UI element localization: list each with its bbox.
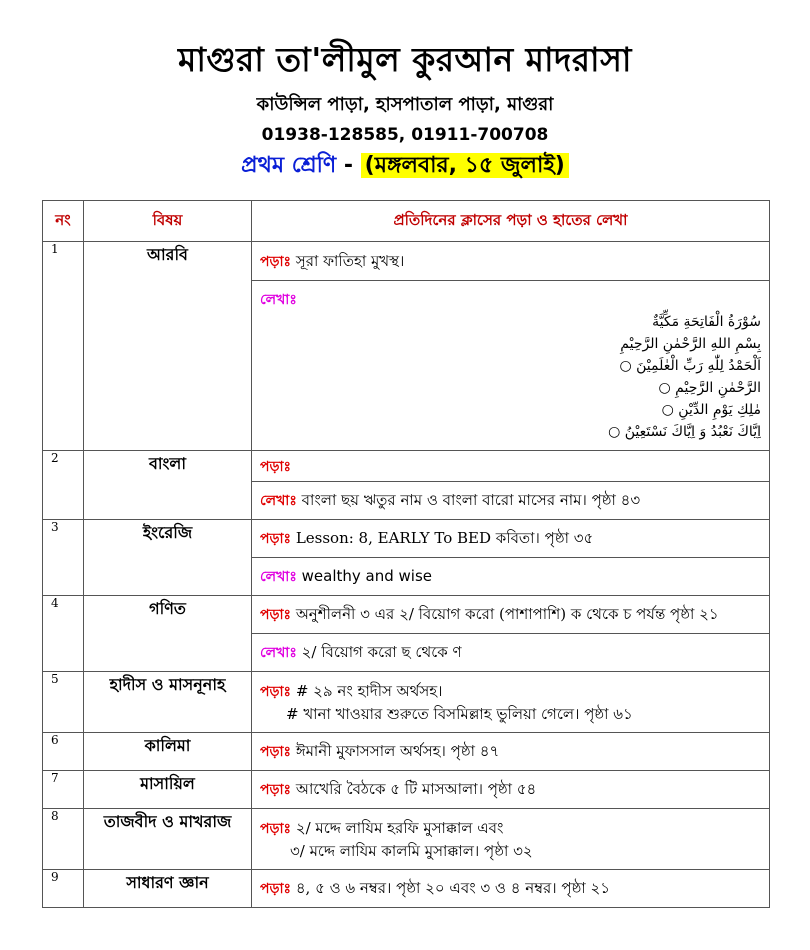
write-label: লেখাঃ — [260, 569, 297, 585]
read-cell — [252, 596, 770, 634]
read-label: পড়াঃ — [260, 744, 292, 760]
read-line: ৩/ মদ্দে লাযিম কালমি মুসাক্কাল। পৃষ্ঠা ৩২ — [290, 841, 533, 860]
read-text: ঈমানী মুফাসসাল অর্থসহ। পৃষ্ঠা ৪৭ — [295, 742, 500, 760]
table-header-row — [43, 201, 770, 242]
row-number: 9 — [43, 870, 84, 908]
subject-name: মাসায়িল — [84, 771, 252, 809]
arabic-line: بِسْمِ اللهِ الرَّحْمٰنِ الرَّحِيْمِ — [620, 336, 761, 352]
read-label: পড়াঃ — [260, 820, 292, 837]
subject-name: আরবি — [84, 242, 252, 451]
write-text: ২/ বিয়োগ করো ছ থেকে ণ — [301, 643, 462, 661]
write-cell — [252, 482, 770, 520]
document-header — [0, 38, 810, 180]
write-label: লেখাঃ — [260, 645, 297, 661]
row-number: 4 — [43, 596, 84, 672]
read-label: পড়াঃ — [260, 458, 292, 475]
read-label: পড়াঃ — [260, 531, 292, 547]
class-heading — [0, 152, 810, 180]
class-name: প্রথম শ্রেণি — [241, 153, 337, 178]
subject-name: কালিমা — [84, 733, 252, 771]
read-text: Lesson: 8, EARLY To BED কবিতা। পৃষ্ঠা ৩৫ — [295, 529, 594, 547]
read-cell — [252, 733, 770, 771]
table-row — [43, 870, 770, 908]
read-text: সূরা ফাতিহা মুখস্থ। — [295, 251, 405, 270]
subject-name: ইংরেজি — [84, 520, 252, 596]
class-routine-table — [42, 200, 770, 908]
read-cell — [252, 870, 770, 908]
read-text: অনুশীলনী ৩ এর ২/ বিয়োগ করো (পাশাপাশি) ক থেকে চ পর্যন্ত পৃষ্ঠা ২১ — [295, 605, 719, 623]
table-row — [43, 733, 770, 771]
header-number: নং — [43, 201, 84, 242]
subject-name: বাংলা — [84, 451, 252, 520]
subject-name: হাদীস ও মাসনূনাহ — [84, 672, 252, 733]
day-date-highlight: (মঙ্গলবার, ১৫ জুলাই) — [361, 153, 569, 178]
table-row — [43, 451, 770, 482]
table-row — [43, 809, 770, 870]
subject-name: গণিত — [84, 596, 252, 672]
read-label: পড়াঃ — [260, 782, 292, 798]
arabic-line: اَلْحَمْدُ لِلّٰهِ رَبِّ الْعٰلَمِيْنَ ○ — [619, 358, 761, 374]
read-cell — [252, 672, 770, 733]
table-row — [43, 242, 770, 281]
read-line: ২/ মদ্দে লাযিম হরফি মুসাক্কাল এবং — [295, 818, 504, 837]
row-number: 5 — [43, 672, 84, 733]
read-cell — [252, 451, 770, 482]
row-number: 1 — [43, 242, 84, 451]
madrasa-title: মাগুরা তা'লীমুল কুরআন মাদরাসা — [178, 40, 632, 79]
write-label: লেখাঃ — [260, 292, 297, 308]
row-number: 6 — [43, 733, 84, 771]
arabic-line: الرَّحْمٰنِ الرَّحِيْمِ ○ — [658, 380, 761, 396]
read-label: পড়াঃ — [260, 253, 292, 270]
arabic-line: اِيَّاكَ نَعْبُدُ وَ اِيَّاكَ نَسْتَعِيْنُ ○ — [608, 424, 761, 440]
read-label: পড়াঃ — [260, 683, 292, 700]
arabic-line: مٰلِكِ يَوْمِ الدِّيْنِ ○ — [661, 402, 761, 418]
table-row — [43, 520, 770, 558]
write-label: লেখাঃ — [260, 493, 297, 509]
write-cell — [252, 558, 770, 596]
arabic-line: سُوْرَةُ الْفَاتِحَةِ مَكِّيَّةٌ — [652, 314, 761, 330]
row-number: 8 — [43, 809, 84, 870]
write-text: wealthy and wise — [301, 567, 432, 585]
write-text: বাংলা ছয় ঋতুর নাম ও বাংলা বারো মাসের নাম। পৃষ্ঠা ৪৩ — [301, 491, 641, 509]
subject-name: তাজবীদ ও মাখরাজ — [84, 809, 252, 870]
read-cell — [252, 520, 770, 558]
madrasa-address: কাউন্সিল পাড়া, হাসপাতাল পাড়া, মাগুরা — [256, 94, 554, 115]
read-cell — [252, 242, 770, 281]
row-number: 7 — [43, 771, 84, 809]
arabic-writing — [260, 311, 761, 443]
table-row — [43, 672, 770, 733]
read-text: আখেরি বৈঠকে ৫ টি মাসআলা। পৃষ্ঠা ৫৪ — [295, 780, 537, 798]
read-line: # ২৯ নং হাদীস অর্থসহ। — [295, 681, 443, 700]
read-label: পড়াঃ — [260, 881, 292, 897]
heading-separator: - — [336, 153, 361, 178]
row-number: 2 — [43, 451, 84, 520]
read-line: # খানা খাওয়ার শুরুতে বিসমিল্লাহ ভুলিয়া গেলে। পৃষ্ঠা ৬১ — [286, 704, 633, 723]
write-cell — [252, 634, 770, 672]
read-label: পড়াঃ — [260, 607, 292, 623]
phone-numbers: 01938-128585, 01911-700708 — [261, 125, 549, 145]
header-daily-work: প্রতিদিনের ক্লাসের পড়া ও হাতের লেখা — [252, 201, 770, 242]
read-text: ৪, ৫ ও ৬ নম্বর। পৃষ্ঠা ২০ এবং ৩ ও ৪ নম্বর। পৃষ্ঠা ২১ — [295, 879, 610, 897]
table-row — [43, 596, 770, 634]
read-cell — [252, 809, 770, 870]
subject-name: সাধারণ জ্ঞান — [84, 870, 252, 908]
row-number: 3 — [43, 520, 84, 596]
table-row — [43, 771, 770, 809]
write-cell — [252, 281, 770, 451]
header-subject: বিষয় — [84, 201, 252, 242]
read-cell — [252, 771, 770, 809]
